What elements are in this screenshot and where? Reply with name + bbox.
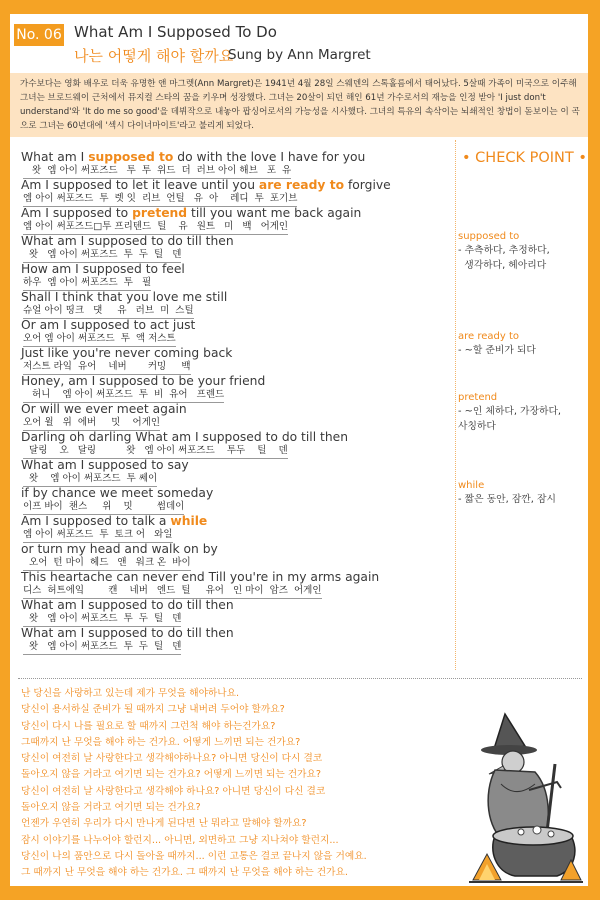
check-point-title: • CHECK POINT • xyxy=(462,150,587,166)
pronunciation-text: 저스트 라잌 유어 네버 커밍 백 xyxy=(23,360,191,375)
lyric-text: This heartache can never end Till you're in my arms again xyxy=(21,570,380,584)
lyric-line-english xyxy=(21,318,441,332)
section-divider xyxy=(18,678,582,679)
lyric-line-english xyxy=(21,178,441,192)
lyric-text: till you want me back again xyxy=(187,206,362,220)
lyric-line-pronunciation xyxy=(21,584,441,598)
lyric-text: Am I supposed to talk a xyxy=(21,514,171,528)
lyric-text: or turn my head and walk on by xyxy=(21,542,218,556)
lyric-line-pronunciation xyxy=(21,640,441,654)
pronunciation-text: 엠 아이 써포즈드□투 프리텐드 틸 유 원트 미 백 어게인 xyxy=(23,220,288,235)
lyric-text: What am I supposed to do till then xyxy=(21,234,234,248)
song-number-badge: No. 06 xyxy=(14,24,64,46)
lyric-text: do with the love I have for you xyxy=(173,150,366,164)
lyric-text: Or will we ever meet again xyxy=(21,402,187,416)
pronunciation-text: 엠 아이 써포즈드 투 토크 어 와일 xyxy=(23,528,173,543)
vocab-definition: - ~할 준비가 되다 xyxy=(458,345,536,356)
singer-credit: Sung by Ann Margret xyxy=(228,47,371,63)
translation-line: 잠시 이야기를 나누어야 할런지... 아니면, 외면하고 그냥 지나쳐야 할런지... xyxy=(21,834,339,846)
lyric-text: What am I xyxy=(21,150,89,164)
song-title-korean: 나는 어떻게 해야 할까요 xyxy=(74,47,234,65)
highlighted-vocab: supposed to xyxy=(88,150,174,164)
main-section xyxy=(10,140,588,670)
lyric-line-english xyxy=(21,402,441,416)
translation-line: 당신이 용서하실 준비가 될 때까지 그냥 내버려 두어야 할까요? xyxy=(21,704,285,716)
vocab-word: supposed to xyxy=(458,231,520,242)
vocab-word: pretend xyxy=(458,392,498,403)
translation-line: 돌아오지 않을 거라고 여기면 되는 건가요? 어떻게 느끼면 되는 건가요? xyxy=(21,769,322,781)
pronunciation-text: 슈얼 아이 띵크 댓 유 러브 미 스틸 xyxy=(23,304,194,319)
lyric-line-pronunciation xyxy=(21,612,441,626)
header xyxy=(10,18,588,78)
lyric-text: What am I supposed to say xyxy=(21,458,189,472)
translation-line: 돌아오지 않을 거라고 여기면 되는 건가요? xyxy=(21,802,201,814)
vocab-word: are ready to xyxy=(458,331,520,342)
highlighted-vocab: are ready to xyxy=(258,178,345,192)
lyric-line-pronunciation xyxy=(21,444,441,458)
vocab-definition: - 추측하다, 추정하다, 생각하다, 헤아리다 xyxy=(458,245,550,271)
lyric-text: Darling oh darling What am I supposed to do till then xyxy=(21,430,349,444)
lyric-line-english xyxy=(21,430,441,444)
lyric-line-english xyxy=(21,150,441,164)
lyric-text: Am I supposed to xyxy=(21,206,133,220)
lyric-text: Shall I think that you love me still xyxy=(21,290,228,304)
vocab-word: while xyxy=(458,480,485,491)
intro-box xyxy=(10,73,588,137)
lyric-line-pronunciation xyxy=(21,220,441,234)
lyric-line-pronunciation xyxy=(21,360,441,374)
witch-cauldron-illustration xyxy=(465,704,585,884)
lyric-line-pronunciation xyxy=(21,304,441,318)
lyric-line-pronunciation xyxy=(21,416,441,430)
lyric-line-pronunciation xyxy=(21,528,441,542)
lyric-text: What am I supposed to do till then xyxy=(21,626,234,640)
pronunciation-text: 오어 엠 아이 써포즈드 투 액 저스트 xyxy=(23,332,176,347)
lyric-line-english xyxy=(21,626,441,640)
lyric-line-english xyxy=(21,234,441,248)
pronunciation-text: 왓 엠 아이 써포즈드 투 두 틸 덴 xyxy=(23,612,181,627)
pronunciation-text: 이프 바이 챈스 위 밋 썸데이 xyxy=(23,500,184,515)
lyric-text: if by chance we meet someday xyxy=(21,486,214,500)
lyric-text: Or am I supposed to act just xyxy=(21,318,196,332)
pronunciation-text: 왓 엠 아이 써포즈드 투 두 틸 덴 xyxy=(23,248,181,263)
song-title-english: What Am I Supposed To Do xyxy=(74,23,277,41)
lyric-line-pronunciation xyxy=(21,556,441,570)
lyric-line-english xyxy=(21,458,441,472)
pronunciation-text: 왓 엠 아이 써포즈드 투 투 위드 더 러브 아이 해브 포 유 xyxy=(23,164,291,179)
lyric-text: Just like you're never coming back xyxy=(21,346,233,360)
lyric-line-english xyxy=(21,570,441,584)
pronunciation-text: 오어 턴 마이 헤드 앤 워크 온 바이 xyxy=(23,556,191,571)
vocab-item-pretend xyxy=(458,391,586,434)
pronunciation-text: 왓 엠 아이 써포즈드 투 쎄이 xyxy=(23,472,157,487)
pronunciation-text: 디스 허트에잌 캔 네버 엔드 틸 유어 인 마이 암즈 어게인 xyxy=(23,584,322,599)
lyric-line-pronunciation xyxy=(21,192,441,206)
lyric-text: Am I supposed to let it leave until you xyxy=(21,178,259,192)
pronunciation-text: 왓 엠 아이 써포즈드 투 두 틸 덴 xyxy=(23,640,181,655)
lyric-line-pronunciation xyxy=(21,276,441,290)
lyric-line-pronunciation xyxy=(21,332,441,346)
translation-line: 그때까지 난 무엇을 해야 하는 건가요. 어떻게 느끼면 되는 건가요? xyxy=(21,736,301,748)
lyric-line-english xyxy=(21,486,441,500)
lyric-line-english xyxy=(21,374,441,388)
lyric-text: forgive xyxy=(344,178,391,192)
translation-line: 당신이 여전히 날 사랑한다고 생각해야 하나요? 아니면 당신이 다신 결코 xyxy=(21,785,326,797)
lyric-line-english xyxy=(21,206,441,220)
pronunciation-text: 달링 오 달링 왓 엠 아이 써포즈드 투두 틸 덴 xyxy=(23,444,288,459)
lyrics-block xyxy=(21,150,441,654)
lyric-text: Honey, am I supposed to be your friend xyxy=(21,374,266,388)
vocab-definition: - 짧은 동안, 잠깐, 잠시 xyxy=(458,494,556,505)
vocab-item-are-ready-to xyxy=(458,330,586,358)
lyric-line-english xyxy=(21,290,441,304)
lyric-line-pronunciation xyxy=(21,248,441,262)
vocab-item-supposed-to xyxy=(458,230,586,273)
intro-text: 가수보다는 영화 배우로 더욱 유명한 앤 마그렛(Ann Margret)은 1941년 4월 28일 스웨덴의 스톡홀름에서 태어났다. 5살때 가족이 미국으로 이주해 그녀는 브로드웨이 근처에서 뮤지컬 스타의 꿈을 키우며 성장했다. 그녀는 20살이 되던 해인 61년 가수로서의 재능을 인정 받아 'I just don't understand'와 'It do me so good'을 데뷔작으로 내놓아 팝싱어로서의 가능성을 시사했다. 그녀의 특유의 속삭이는 뇌쇄적인 창법이 돋보이는 이 곡으로 그녀는 60년대에 '섹시 다이너마이트'라고 불리게 되었다. xyxy=(20,79,580,131)
translation-line: 언젠가 우연히 우리가 다시 만나게 된다면 난 뭐라고 말해야 할까요? xyxy=(21,818,307,830)
vocab-item-while xyxy=(458,479,586,507)
lyric-text: How am I supposed to feel xyxy=(21,262,185,276)
lyric-text: What am I supposed to do till then xyxy=(21,598,234,612)
translation-line: 난 당신을 사랑하고 있는데 제가 무엇을 해야하나요. xyxy=(21,688,240,699)
pronunciation-text: 허니 엠 아이 써포즈드 투 비 유어 프렌드 xyxy=(23,388,224,403)
korean-translation xyxy=(21,686,461,882)
lyric-line-pronunciation xyxy=(21,388,441,402)
lyric-line-english xyxy=(21,542,441,556)
page xyxy=(10,14,588,886)
translation-line: 그 때까지 난 무엇을 해야 하는 건가요. 그 때까지 난 무엇을 해야 하는 건가요. xyxy=(21,867,348,879)
lyric-line-pronunciation xyxy=(21,164,441,178)
lyric-line-english xyxy=(21,262,441,276)
highlighted-vocab: pretend xyxy=(132,206,188,220)
translation-line: 당신이 다시 나를 필요로 할 때까지 그런척 해야 하는건가요? xyxy=(21,720,276,732)
pronunciation-text: 하우 엠 아이 써포즈드 투 필 xyxy=(23,276,151,291)
lyric-line-pronunciation xyxy=(21,500,441,514)
highlighted-vocab: while xyxy=(170,514,208,528)
column-divider xyxy=(455,140,456,670)
translation-line: 당신이 나의 품안으로 다시 돌아올 때까지... 이런 고통은 결코 끝나지 않을 거예요. xyxy=(21,850,367,862)
lyric-line-english xyxy=(21,346,441,360)
lyric-line-pronunciation xyxy=(21,472,441,486)
lyric-line-english xyxy=(21,598,441,612)
vocab-definition: - ~인 체하다, 가장하다, 사칭하다 xyxy=(458,406,562,432)
lyric-line-english xyxy=(21,514,441,528)
pronunciation-text: 엠 아이 써포즈드 투 렛 잇 리브 언틸 유 아 레디 투 포기브 xyxy=(23,192,297,207)
pronunciation-text: 오어 윌 위 에버 밋 어게인 xyxy=(23,416,160,431)
translation-line: 당신이 여전히 날 사랑한다고 생각해야하나요? 아니면 당신이 다시 결코 xyxy=(21,753,323,765)
